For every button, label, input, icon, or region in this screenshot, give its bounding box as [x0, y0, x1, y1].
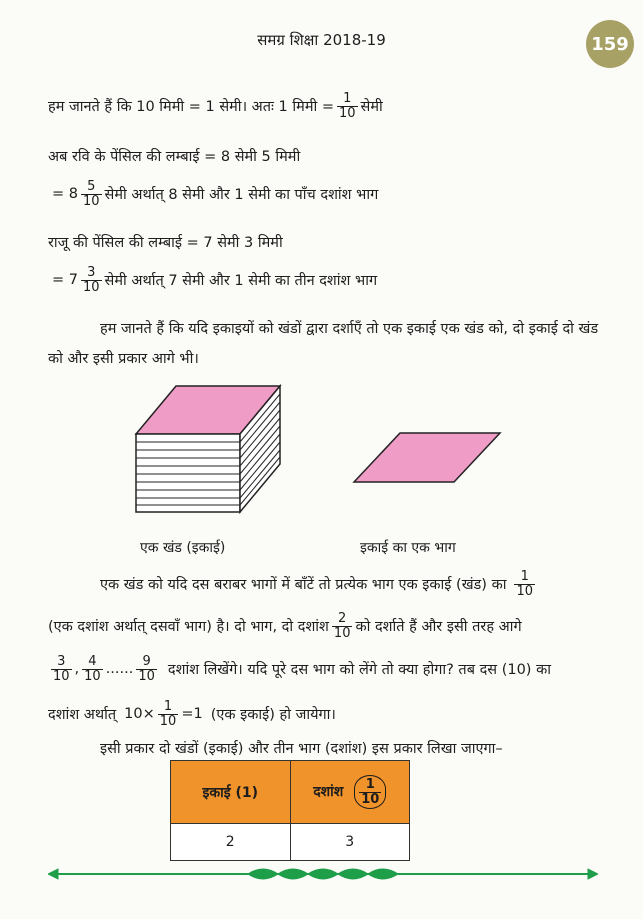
para2-text-d1: दशांश अर्थात् [48, 707, 117, 724]
page-number-badge: 159 [586, 20, 634, 68]
fraction-2-10 [332, 612, 353, 640]
fraction-5-10 [81, 180, 102, 208]
text-line-4: राजू की पेंसिल की लम्बाई = 7 सेमी 3 मिमी [48, 235, 283, 251]
fraction-4-10 [82, 655, 103, 683]
tenths-label: दशांश [313, 784, 344, 800]
frac-den: 10 [82, 279, 100, 295]
block-unit-figure [128, 382, 288, 522]
ellipsis-dots: ...... [105, 661, 134, 678]
frac-den: 10 [138, 668, 155, 684]
frac-den: 10 [82, 193, 100, 209]
fraction-1-10 [359, 778, 381, 806]
fraction-1-10 [337, 92, 358, 120]
fraction-1-10 [514, 570, 535, 598]
line-1-text-a: हम जानते हैं कि 10 मिमी = 1 सेमी। अतः 1 मिमी = [48, 99, 334, 116]
caption-one-block: एक खंड (इकाई) [140, 540, 226, 556]
frac-den: 10 [339, 105, 356, 121]
para3-text: इसी प्रकार दो खंडों (इकाई) और तीन भाग (दशांश) इस प्रकार लिखा जाएगा– [100, 741, 503, 757]
frac-num: 1 [520, 569, 529, 584]
frac-den: 10 [361, 791, 380, 807]
frac-num: 2 [338, 611, 347, 626]
line-5-text: सेमी अर्थात् 7 सेमी और 1 सेमी का तीन दशांश भाग [104, 273, 378, 290]
separator-comma: , [74, 661, 80, 678]
frac-den: 10 [333, 625, 351, 641]
line-5-whole: = 7 [52, 272, 78, 289]
table-header-units: इकाई (1) [171, 761, 291, 824]
frac-num: 1 [365, 776, 375, 792]
para2-line-1 [100, 570, 538, 598]
page-header-title: समग्र शिक्षा 2018-19 [257, 31, 386, 49]
frac-num: 4 [88, 654, 97, 669]
unit-part-figure [352, 430, 502, 485]
text-line-3 [52, 180, 378, 208]
para2-text-b1: (एक दशांश अर्थात् दसवाँ भाग) है। दो भाग, दो दशांश [48, 619, 329, 636]
text-line-1 [48, 92, 383, 120]
frac-num: 3 [57, 654, 66, 669]
units-tenths-table [170, 760, 410, 861]
para2-text-d2: (एक इकाई) हो जायेगा। [210, 707, 336, 724]
line-3-whole: = 8 [52, 186, 78, 203]
para2-text-a: एक खंड को यदि दस बराबर भागों में बाँटें तो प्रत्येक भाग एक इकाई (खंड) का [100, 577, 507, 594]
expr-equals-one: =1 [181, 706, 203, 723]
frac-den: 10 [159, 713, 177, 729]
fraction-1-10 [158, 700, 179, 728]
block-front-face [136, 434, 240, 512]
frac-den: 10 [53, 668, 70, 684]
fraction-3-10 [81, 266, 102, 294]
table-row [171, 824, 410, 861]
text-line-2: अब रवि के पेंसिल की लम्बाई = 8 सेमी 5 मिमी [48, 149, 301, 165]
line-1-text-b: सेमी [360, 99, 383, 116]
decorative-divider [48, 862, 598, 886]
para2-line-4 [48, 700, 336, 728]
unit-part-shape [354, 433, 500, 482]
para2-line-3 [48, 655, 551, 683]
frac-num: 1 [163, 699, 173, 714]
caption-unit-part: इकाई का एक भाग [360, 540, 456, 556]
text-line-5 [52, 266, 377, 294]
table-cell-tenths: 3 [290, 824, 410, 861]
frac-num: 5 [87, 179, 96, 194]
frac-num: 1 [343, 91, 352, 106]
fraction-9-10 [136, 655, 157, 683]
table-header-row [171, 761, 410, 824]
para2-text-b2: को दर्शाते हैं और इसी तरह आगे [355, 619, 522, 636]
frac-den: 10 [84, 668, 101, 684]
para2-line-2 [48, 612, 522, 640]
line-3-text: सेमी अर्थात् 8 सेमी और 1 सेमी का पाँच दशांश भाग [104, 187, 379, 204]
tenths-fraction [354, 775, 386, 809]
fraction-3-10 [51, 655, 72, 683]
frac-num: 3 [87, 265, 96, 280]
table-cell-units: 2 [171, 824, 291, 861]
frac-den: 10 [516, 583, 534, 599]
paragraph-units-blocks: हम जानते हैं कि यदि इकाइयों को खंडों द्वारा दर्शाएँ तो एक इकाई एक खंड को, दो इकाई दो खंड को और इसी प्रकार आगे भी। [48, 321, 599, 367]
expr-ten-times: 10× [124, 706, 155, 723]
frac-num: 9 [142, 654, 151, 669]
para2-text-c2: दशांश लिखेंगे। यदि पूरे दस भाग को लेंगे तो क्या होगा? तब दस (10) का [167, 662, 551, 679]
table-header-tenths [290, 761, 410, 824]
